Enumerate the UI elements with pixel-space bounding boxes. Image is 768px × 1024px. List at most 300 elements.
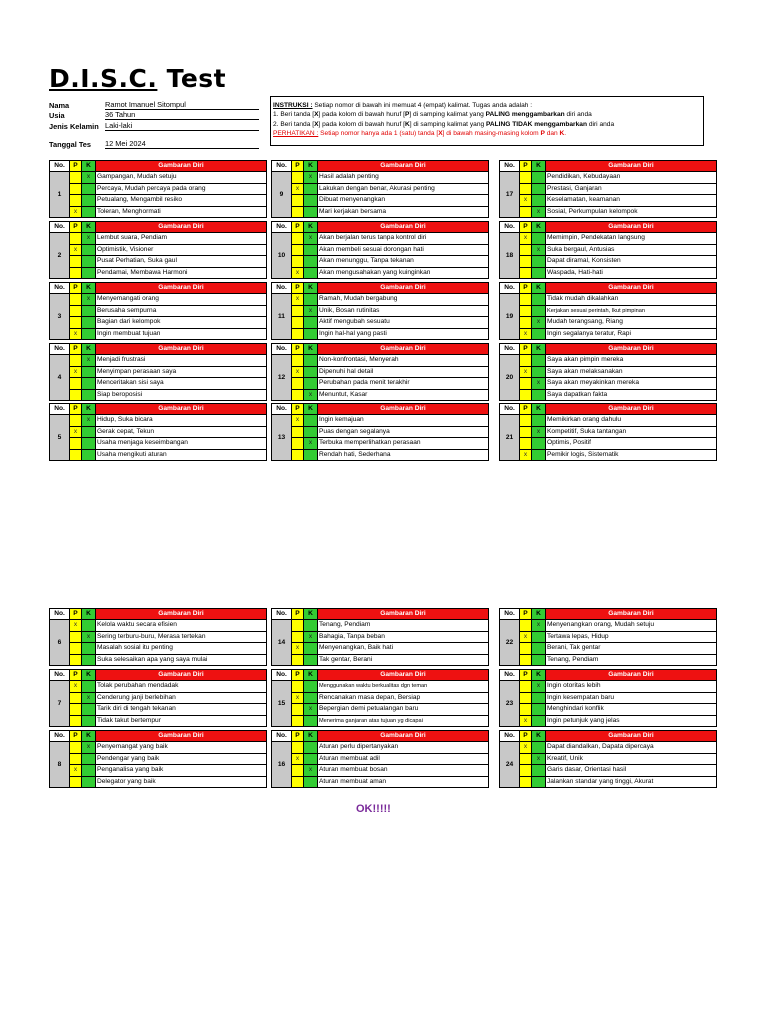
- k-mark-cell[interactable]: [532, 716, 546, 727]
- block-header: [272, 222, 488, 232]
- statement-row: [292, 267, 488, 279]
- statement-row: [70, 366, 266, 378]
- p-mark-cell[interactable]: [70, 256, 82, 267]
- header-k: K: [82, 161, 96, 171]
- k-mark-cell[interactable]: [82, 207, 96, 218]
- statement-text: Bagian dari kelompok: [97, 318, 161, 325]
- p-mark-cell[interactable]: [520, 317, 532, 328]
- p-mark-cell[interactable]: [70, 294, 82, 305]
- block-header: [500, 731, 716, 741]
- p-mark-cell[interactable]: x: [292, 415, 304, 426]
- statement-text: Tolak perubahan mendadak: [97, 682, 179, 689]
- p-mark-cell[interactable]: x: [70, 765, 82, 776]
- k-mark-cell[interactable]: [82, 256, 96, 267]
- statement-text: Akan menunggu, Tanpa tekanan: [319, 257, 414, 264]
- k-mark-cell[interactable]: [532, 184, 546, 195]
- k-mark-cell[interactable]: x: [304, 438, 318, 449]
- info-row-date: [49, 139, 259, 150]
- k-mark-cell[interactable]: [304, 294, 318, 305]
- statement-list: [292, 415, 488, 460]
- info-label: Nama: [49, 100, 70, 110]
- k-mark-cell[interactable]: [532, 195, 546, 206]
- p-mark-cell[interactable]: [70, 704, 82, 715]
- k-mark-cell[interactable]: x: [82, 632, 96, 643]
- block-body: [272, 741, 488, 787]
- p-mark-cell[interactable]: [70, 415, 82, 426]
- k-mark-cell[interactable]: [532, 765, 546, 776]
- statement-text: Toleran, Menghormati: [97, 207, 161, 215]
- instruction-line-1: [273, 110, 703, 119]
- p-mark-cell[interactable]: [520, 693, 532, 704]
- statement-row: [292, 642, 488, 654]
- k-mark-cell[interactable]: x: [532, 317, 546, 328]
- p-mark-cell[interactable]: x: [292, 367, 304, 378]
- k-mark-cell[interactable]: [304, 681, 318, 692]
- k-mark-cell[interactable]: [304, 693, 318, 704]
- statement-list: [292, 742, 488, 787]
- statement-row: [520, 255, 716, 267]
- p-mark-cell[interactable]: [70, 172, 82, 183]
- k-mark-cell[interactable]: [532, 355, 546, 366]
- k-mark-cell[interactable]: [304, 355, 318, 366]
- p-mark-cell[interactable]: [70, 184, 82, 195]
- k-mark-cell[interactable]: x: [82, 693, 96, 704]
- p-mark-cell[interactable]: [520, 643, 532, 654]
- block-body: [272, 293, 488, 339]
- question-block: [499, 282, 717, 340]
- p-mark-cell[interactable]: [520, 777, 532, 788]
- k-mark-cell[interactable]: [82, 765, 96, 776]
- p-mark-cell[interactable]: [292, 256, 304, 267]
- p-mark-cell[interactable]: x: [70, 367, 82, 378]
- k-mark-cell[interactable]: [304, 317, 318, 328]
- statement-row: [70, 172, 266, 183]
- statement-text: Ingin otoritas lebih: [547, 682, 601, 689]
- statement-text: Penyemangat yang baik: [97, 743, 168, 750]
- p-mark-cell[interactable]: [70, 233, 82, 244]
- p-mark-cell[interactable]: x: [70, 427, 82, 438]
- k-mark-cell[interactable]: x: [532, 620, 546, 631]
- p-mark-cell[interactable]: [292, 681, 304, 692]
- k-mark-cell[interactable]: [304, 415, 318, 426]
- header-no: No.: [500, 161, 520, 171]
- block-body: [500, 354, 716, 400]
- p-mark-cell[interactable]: [292, 716, 304, 727]
- p-mark-cell[interactable]: x: [292, 268, 304, 279]
- header-p: P: [70, 609, 82, 619]
- question-block: [271, 160, 489, 218]
- k-mark-cell[interactable]: [304, 207, 318, 218]
- p-mark-cell[interactable]: [520, 765, 532, 776]
- statement-row: [520, 377, 716, 389]
- statement-text: Akan membeli sesuai dorongan hati: [319, 245, 424, 253]
- statement-list: [292, 172, 488, 217]
- statement-text: Rendah hati, Sederhana: [319, 450, 391, 458]
- k-mark-cell[interactable]: [304, 427, 318, 438]
- statement-row: [520, 305, 716, 317]
- statement-text: Hidup, Suka bicara: [97, 416, 153, 423]
- k-mark-cell[interactable]: [82, 427, 96, 438]
- p-mark-cell[interactable]: [70, 742, 82, 753]
- k-mark-cell[interactable]: [304, 367, 318, 378]
- p-mark-cell[interactable]: [520, 754, 532, 765]
- statement-text: Berani, Tak gentar: [547, 644, 601, 651]
- p-mark-cell[interactable]: x: [70, 207, 82, 218]
- p-mark-cell[interactable]: [292, 655, 304, 666]
- p-mark-cell[interactable]: [70, 438, 82, 449]
- k-mark-cell[interactable]: [532, 268, 546, 279]
- k-mark-cell[interactable]: [82, 195, 96, 206]
- k-mark-cell[interactable]: [82, 754, 96, 765]
- k-mark-cell[interactable]: [82, 681, 96, 692]
- k-mark-cell[interactable]: x: [82, 355, 96, 366]
- p-mark-cell[interactable]: [292, 427, 304, 438]
- p-mark-cell[interactable]: [70, 355, 82, 366]
- p-mark-cell[interactable]: [70, 390, 82, 401]
- statement-list: [520, 742, 716, 787]
- p-mark-cell[interactable]: [70, 317, 82, 328]
- k-mark-cell[interactable]: [304, 716, 318, 727]
- block-body: [500, 293, 716, 339]
- p-mark-cell[interactable]: [520, 427, 532, 438]
- k-mark-cell[interactable]: [82, 378, 96, 389]
- k-mark-cell[interactable]: [532, 415, 546, 426]
- header-p: P: [292, 222, 304, 232]
- statement-row: [292, 255, 488, 267]
- p-mark-cell[interactable]: [520, 207, 532, 218]
- k-mark-cell[interactable]: [304, 777, 318, 788]
- k-mark-cell[interactable]: [82, 450, 96, 461]
- t: K: [404, 120, 410, 128]
- p-mark-cell[interactable]: [70, 195, 82, 206]
- p-mark-cell[interactable]: [70, 378, 82, 389]
- statement-row: [520, 183, 716, 195]
- k-mark-cell[interactable]: x: [82, 233, 96, 244]
- statement-row: [70, 267, 266, 279]
- statement-text: Mari kerjakan bersama: [319, 207, 387, 215]
- p-mark-cell[interactable]: [292, 195, 304, 206]
- header-p: P: [70, 404, 82, 414]
- k-mark-cell[interactable]: [82, 390, 96, 401]
- statement-row: [70, 194, 266, 206]
- p-mark-cell[interactable]: x: [292, 754, 304, 765]
- statement-row: [520, 449, 716, 461]
- statement-text: Akan mengusahakan yang kuinginkan: [319, 268, 431, 276]
- header-p: P: [292, 283, 304, 293]
- k-mark-cell[interactable]: x: [82, 742, 96, 753]
- k-mark-cell[interactable]: [532, 742, 546, 753]
- k-mark-cell[interactable]: [82, 367, 96, 378]
- question-block: [49, 160, 267, 218]
- p-mark-cell[interactable]: x: [292, 294, 304, 305]
- p-mark-cell[interactable]: [292, 742, 304, 753]
- statement-row: [292, 753, 488, 765]
- statement-text: Bahagia, Tanpa beban: [319, 632, 385, 640]
- k-mark-cell[interactable]: x: [304, 765, 318, 776]
- statement-text: Petualang, Mengambil resiko: [97, 196, 183, 203]
- question-number: 7: [50, 681, 70, 726]
- t: 1. Beri tanda [: [273, 111, 315, 119]
- p-mark-cell[interactable]: x: [70, 620, 82, 631]
- p-mark-cell[interactable]: [292, 329, 304, 340]
- k-mark-cell[interactable]: x: [82, 415, 96, 426]
- k-mark-cell[interactable]: [532, 632, 546, 643]
- p-mark-cell[interactable]: x: [70, 245, 82, 256]
- p-mark-cell[interactable]: [70, 693, 82, 704]
- header-no: No.: [500, 404, 520, 414]
- statement-text: Aturan membuat bosan: [319, 766, 388, 773]
- p-mark-cell[interactable]: x: [520, 742, 532, 753]
- p-mark-cell[interactable]: [520, 704, 532, 715]
- k-mark-cell[interactable]: [304, 620, 318, 631]
- k-mark-cell[interactable]: [304, 754, 318, 765]
- p-mark-cell[interactable]: [520, 184, 532, 195]
- info-label: Usia: [49, 111, 65, 120]
- k-mark-cell[interactable]: [304, 378, 318, 389]
- k-mark-cell[interactable]: [304, 245, 318, 256]
- p-mark-cell[interactable]: x: [520, 716, 532, 727]
- block-header: [50, 731, 266, 741]
- statement-row: [70, 255, 266, 267]
- block-header: [500, 222, 716, 232]
- p-mark-cell[interactable]: [292, 233, 304, 244]
- p-mark-cell[interactable]: [520, 256, 532, 267]
- p-mark-cell[interactable]: [70, 450, 82, 461]
- k-mark-cell[interactable]: [532, 704, 546, 715]
- p-mark-cell[interactable]: [292, 172, 304, 183]
- k-mark-cell[interactable]: x: [82, 172, 96, 183]
- p-mark-cell[interactable]: x: [520, 632, 532, 643]
- statement-row: [70, 703, 266, 715]
- k-mark-cell[interactable]: x: [304, 704, 318, 715]
- statement-row: [520, 366, 716, 378]
- k-mark-cell[interactable]: x: [304, 632, 318, 643]
- header-no: No.: [500, 283, 520, 293]
- p-mark-cell[interactable]: [292, 378, 304, 389]
- statement-text: Kreatif, Unik: [547, 754, 583, 762]
- k-mark-cell[interactable]: [532, 450, 546, 461]
- p-mark-cell[interactable]: [292, 390, 304, 401]
- p-mark-cell[interactable]: [520, 306, 532, 317]
- k-mark-cell[interactable]: [82, 704, 96, 715]
- p-mark-cell[interactable]: [292, 632, 304, 643]
- statement-list: [292, 355, 488, 400]
- k-mark-cell[interactable]: x: [304, 390, 318, 401]
- k-mark-cell[interactable]: [532, 390, 546, 401]
- statement-text: Memikirkan orang dahulu: [547, 416, 622, 423]
- instruction-intro-text: Setiap nomor di bawah ini memuat 4 (empat) kalimat. Tugas anda adalah :: [312, 102, 533, 109]
- p-mark-cell[interactable]: x: [292, 693, 304, 704]
- statement-text: Akan berjalan terus tanpa kontrol diri: [319, 234, 427, 241]
- p-mark-cell[interactable]: [520, 438, 532, 449]
- p-mark-cell[interactable]: [292, 620, 304, 631]
- k-mark-cell[interactable]: [532, 172, 546, 183]
- k-mark-cell[interactable]: [82, 245, 96, 256]
- p-mark-cell[interactable]: x: [292, 184, 304, 195]
- k-mark-cell[interactable]: [82, 620, 96, 631]
- statement-row: [70, 764, 266, 776]
- p-mark-cell[interactable]: [520, 415, 532, 426]
- p-mark-cell[interactable]: [520, 355, 532, 366]
- p-mark-cell[interactable]: x: [520, 367, 532, 378]
- k-mark-cell[interactable]: [82, 268, 96, 279]
- k-mark-cell[interactable]: [532, 643, 546, 654]
- header-k: K: [304, 222, 318, 232]
- question-number: 2: [50, 233, 70, 278]
- block-header: [500, 161, 716, 171]
- p-mark-cell[interactable]: [292, 438, 304, 449]
- k-mark-cell[interactable]: x: [304, 306, 318, 317]
- t: diri anda: [564, 111, 592, 119]
- statement-text: Usaha menjaga keseimbangan: [97, 439, 188, 446]
- k-mark-cell[interactable]: [82, 306, 96, 317]
- header-no: No.: [50, 404, 70, 414]
- k-mark-cell[interactable]: [82, 184, 96, 195]
- k-mark-cell[interactable]: [304, 655, 318, 666]
- statement-row: [520, 764, 716, 776]
- p-mark-cell[interactable]: [292, 317, 304, 328]
- statement-row: [70, 631, 266, 643]
- p-mark-cell[interactable]: [292, 306, 304, 317]
- page-title: [49, 64, 226, 93]
- p-mark-cell[interactable]: [70, 754, 82, 765]
- statement-row: [70, 305, 266, 317]
- k-mark-cell[interactable]: [82, 716, 96, 727]
- p-mark-cell[interactable]: x: [520, 233, 532, 244]
- statement-text: Gerak cepat, Tekun: [97, 427, 155, 435]
- p-mark-cell[interactable]: [520, 681, 532, 692]
- statement-text: Memimpin, Pendekatan langsung: [547, 234, 645, 241]
- p-mark-cell[interactable]: [520, 378, 532, 389]
- k-mark-cell[interactable]: [532, 294, 546, 305]
- p-mark-cell[interactable]: x: [520, 450, 532, 461]
- p-mark-cell[interactable]: x: [520, 195, 532, 206]
- k-mark-cell[interactable]: [304, 450, 318, 461]
- statement-list: [520, 681, 716, 726]
- block-body: [50, 354, 266, 400]
- p-mark-cell[interactable]: [292, 450, 304, 461]
- statement-list: [70, 355, 266, 400]
- header-p: P: [292, 404, 304, 414]
- k-mark-cell[interactable]: x: [82, 294, 96, 305]
- k-mark-cell[interactable]: [82, 655, 96, 666]
- k-mark-cell[interactable]: [304, 184, 318, 195]
- p-mark-cell[interactable]: [70, 643, 82, 654]
- k-mark-cell[interactable]: [304, 268, 318, 279]
- statement-row: [520, 776, 716, 788]
- header-p: P: [520, 404, 532, 414]
- p-mark-cell[interactable]: [520, 655, 532, 666]
- t: ] di bawah masing-masing kolom: [442, 129, 541, 137]
- p-mark-cell[interactable]: [520, 268, 532, 279]
- k-mark-cell[interactable]: x: [532, 754, 546, 765]
- p-mark-cell[interactable]: x: [70, 681, 82, 692]
- p-mark-cell[interactable]: [70, 716, 82, 727]
- k-mark-cell[interactable]: x: [304, 233, 318, 244]
- p-mark-cell[interactable]: [520, 172, 532, 183]
- k-mark-cell[interactable]: x: [532, 207, 546, 218]
- p-mark-cell[interactable]: x: [292, 643, 304, 654]
- statement-text: Menghindari konflik: [547, 705, 604, 712]
- k-mark-cell[interactable]: [532, 306, 546, 317]
- k-mark-cell[interactable]: x: [304, 172, 318, 183]
- k-mark-cell[interactable]: [532, 777, 546, 788]
- k-mark-cell[interactable]: [304, 329, 318, 340]
- p-mark-cell[interactable]: [70, 268, 82, 279]
- k-mark-cell[interactable]: [532, 693, 546, 704]
- p-mark-cell[interactable]: [292, 207, 304, 218]
- statement-text: Aturan membuat adil: [319, 754, 380, 762]
- statement-text: Prestasi, Ganjaran: [547, 184, 602, 192]
- p-mark-cell[interactable]: [520, 620, 532, 631]
- k-mark-cell[interactable]: [532, 256, 546, 267]
- info-row-name: [49, 99, 259, 110]
- p-mark-cell[interactable]: [70, 655, 82, 666]
- statement-row: [70, 294, 266, 305]
- k-mark-cell[interactable]: [304, 195, 318, 206]
- k-mark-cell[interactable]: [532, 655, 546, 666]
- p-mark-cell[interactable]: x: [70, 329, 82, 340]
- statement-text: Pusat Perhatian, Suka gaul: [97, 257, 177, 264]
- p-mark-cell[interactable]: [292, 245, 304, 256]
- p-mark-cell[interactable]: [292, 355, 304, 366]
- k-mark-cell[interactable]: [304, 742, 318, 753]
- k-mark-cell[interactable]: [304, 643, 318, 654]
- statement-list: [520, 233, 716, 278]
- statement-text: Optimis, Positif: [547, 439, 591, 446]
- k-mark-cell[interactable]: x: [532, 245, 546, 256]
- k-mark-cell[interactable]: x: [532, 427, 546, 438]
- p-mark-cell[interactable]: [292, 765, 304, 776]
- statement-text: Ingin hal-hal yang pasti: [319, 329, 387, 337]
- k-mark-cell[interactable]: [532, 233, 546, 244]
- header-no: No.: [500, 731, 520, 741]
- question-number: 9: [272, 172, 292, 217]
- statement-text: Menyimpan perasaan saya: [97, 367, 177, 375]
- header-no: No.: [50, 731, 70, 741]
- k-mark-cell[interactable]: [82, 329, 96, 340]
- statement-row: [70, 389, 266, 401]
- k-mark-cell[interactable]: [532, 438, 546, 449]
- p-mark-cell[interactable]: [292, 777, 304, 788]
- statement-text: Ingin kesempatan baru: [547, 693, 615, 701]
- statement-text: Pendidikan, Kebudayaan: [547, 173, 621, 180]
- ok-label: OK!!!!!: [356, 803, 391, 815]
- k-mark-cell[interactable]: [82, 643, 96, 654]
- header-description: Gambaran Diri: [318, 404, 488, 414]
- k-mark-cell[interactable]: x: [532, 681, 546, 692]
- k-mark-cell[interactable]: [304, 256, 318, 267]
- instruction-warning: [273, 129, 703, 138]
- p-mark-cell[interactable]: [70, 306, 82, 317]
- statement-text: Waspada, Hati-hati: [547, 268, 603, 276]
- k-mark-cell[interactable]: [532, 367, 546, 378]
- p-mark-cell[interactable]: [520, 390, 532, 401]
- p-mark-cell[interactable]: [520, 245, 532, 256]
- p-mark-cell[interactable]: [70, 632, 82, 643]
- k-mark-cell[interactable]: [82, 438, 96, 449]
- p-mark-cell[interactable]: [292, 704, 304, 715]
- statement-text: Tarik diri di tengah tekanan: [97, 705, 176, 712]
- k-mark-cell[interactable]: [82, 317, 96, 328]
- k-mark-cell[interactable]: x: [532, 378, 546, 389]
- p-mark-cell[interactable]: x: [520, 329, 532, 340]
- k-mark-cell[interactable]: [82, 777, 96, 788]
- statement-text: Ingin segalanya teratur, Rapi: [547, 329, 631, 337]
- p-mark-cell[interactable]: [70, 777, 82, 788]
- p-mark-cell[interactable]: [520, 294, 532, 305]
- k-mark-cell[interactable]: [532, 329, 546, 340]
